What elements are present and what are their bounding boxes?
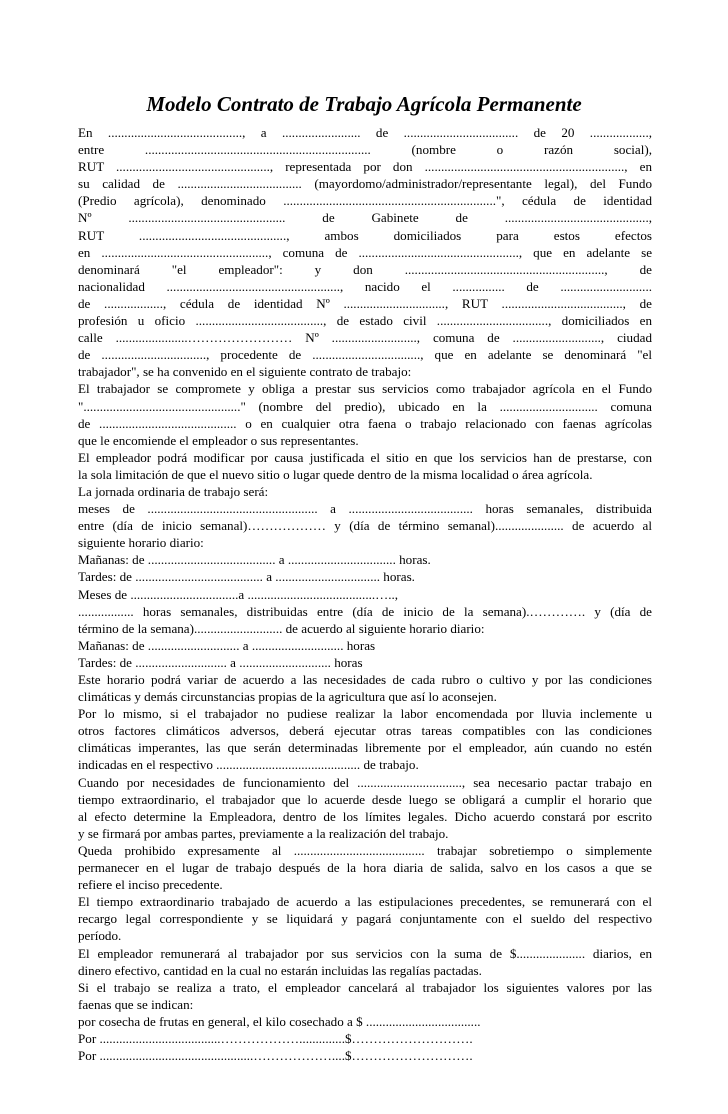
text-line: Mañanas: de ....................................... a ................................. horas. <box>78 552 431 568</box>
text-line: y se firmará por ambas partes, previamente a la realización del trabajo. <box>78 825 449 841</box>
text-line: denominará "el empleador": y don ............................................................., de <box>78 261 652 277</box>
text-line: En ........................................., a ........................ de ................................... de 20 .................., <box>78 125 652 140</box>
text-line: permanecer en el lugar de trabajo después de la hora diaria de salida, salvo en los casos a que se <box>78 860 652 876</box>
text-line: meses de .................................................... a ...................................... horas semanales, distribuida <box>78 501 652 517</box>
text-line: nacionalidad ....................................................., nacido el ................ de ............................ <box>78 278 652 294</box>
text-line: indicadas en el respectivo ............................................ de trabajo. <box>78 757 419 773</box>
text-line: (Predio agrícola), denominado .................................................................", cédula de identidad <box>78 193 652 209</box>
text-line: Queda prohibido expresamente al ........................................ trabajar sobretiempo o simplemente <box>78 842 652 858</box>
text-line: ................. horas semanales, distribuidas entre (día de inicio de la semana).…………. y (día de <box>78 603 652 619</box>
text-line: entre (día de inicio semanal)……………… y (día de término semanal)..................... de acuerdo al <box>78 518 652 534</box>
text-line: recargo legal correspondiente y se liquidará y pagará conjuntamente con el sueldo del respectivo <box>78 911 652 927</box>
text-line: calle ......................…………………… Nº .........................., comuna de ..........................., ciudad <box>78 330 652 346</box>
text-line: Mañanas: de ............................ a ............................ horas <box>78 637 376 653</box>
text-line: término de la semana)........................... de acuerdo al siguiente horario diario: <box>78 620 485 636</box>
text-line: Por .....................................………………..............$………………………. <box>78 1030 473 1046</box>
text-line: Si el trabajo se realiza a trato, el empleador cancelará al trabajador los siguientes valores por las <box>78 979 652 995</box>
document-title: Modelo Contrato de Trabajo Agrícola Permanente <box>146 92 582 116</box>
text-line: que le encomiende el empleador o sus representantes. <box>78 432 359 448</box>
text-line: de ................................, procedente de ................................., que en adelante se denominará "el <box>78 347 652 363</box>
text-line: la sola limitación de que el nuevo sitio o lugar quede dentro de la misma localidad o área agrícola. <box>78 466 593 482</box>
text-line: climáticas y demás circunstancias propias de la agricultura que así lo aconsejen. <box>78 689 497 705</box>
text-line: al efecto determine la Empleadora, dentro de los límites legales. Dicho acuerdo constará por escrito <box>78 808 652 824</box>
text-line: Cuando por necesidades de funcionamiento del ................................, sea necesario pactar trabajo en <box>78 774 652 790</box>
text-line: RUT ..............................................., representada por don ............................................................., en <box>78 159 652 175</box>
text-line: La jornada ordinaria de trabajo será: <box>78 483 269 499</box>
text-line: "................................................" (nombre del predio), ubicado en la .............................. comuna <box>78 398 652 414</box>
document-body <box>78 124 652 1064</box>
text-line: de .................., cédula de identidad Nº ..............................., RUT ....................................., de <box>78 295 652 311</box>
text-line: otros factores climáticos adversos, deberá ejecutar otras tareas compatibles con las condiciones <box>78 723 652 739</box>
text-line: Por ...............................................………………....$………………………. <box>78 1048 473 1064</box>
text-line: El trabajador se compromete y obliga a prestar sus servicios como trabajador agrícola en el Fundo <box>78 381 652 397</box>
text-line: trabajador", se ha convenido en el siguiente contrato de trabajo: <box>78 364 412 380</box>
text-line: El empleador podrá modificar por causa justificada el sitio en que los servicios han de prestarse, con <box>78 449 652 465</box>
text-line: Por lo mismo, si el trabajador no pudiese realizar la labor encomendada por lluvia inclemente u <box>78 706 652 722</box>
text-line: entre ..................................................................... (nombre o razón social), <box>78 142 652 158</box>
text-line: período. <box>78 928 122 944</box>
text-line: Tardes: de ....................................... a ................................ horas. <box>78 569 415 585</box>
text-line: profesión u oficio ......................................., de estado civil .................................., domiciliados en <box>78 313 652 329</box>
text-line: climáticas imperantes, las que serán determinadas libremente por el empleador, aún cuando no estén <box>78 740 652 756</box>
text-line: por cosecha de frutas en general, el kilo cosechado a $ ................................... <box>78 1013 481 1029</box>
text-line: Tardes: de ............................ a ............................ horas <box>78 654 363 670</box>
text-line: Este horario podrá variar de acuerdo a las necesidades de cada rubro o cultivo y por las condiciones <box>78 672 652 687</box>
text-line: faenas que se indican: <box>78 996 194 1012</box>
text-line: Nº ................................................ de Gabinete de ............................................, <box>78 210 652 226</box>
text-line: su calidad de ...................................... (mayordomo/administrador/representante legal), del Fundo <box>78 176 652 192</box>
text-line: El empleador remunerará al trabajador por sus servicios con la suma de $..................... diarios, en <box>78 945 652 961</box>
text-line: refiere el inciso precedente. <box>78 877 223 893</box>
text-line: dinero efectivo, cantidad en la cual no estarán incluidas las regalías pactadas. <box>78 962 482 978</box>
text-line: Meses de .................................a .......................................….., <box>78 586 399 602</box>
text-line: El tiempo extraordinario trabajado de acuerdo a las estipulaciones precedentes, se remunerará con el <box>78 894 652 910</box>
text-line: tiempo extraordinario, el trabajador que lo acuerde desde luego se obligará a cumplir el horario que <box>78 791 652 807</box>
text-line: en ..................................................., comuna de ................................................., que en adelante se <box>78 244 652 260</box>
text-line: siguiente horario diario: <box>78 535 204 551</box>
text-line: RUT ............................................., ambos domiciliados para estos efectos <box>78 227 652 243</box>
text-line: de .......................................... o en cualquier otra faena o trabajo relacionado con faenas agrícolas <box>78 415 652 431</box>
